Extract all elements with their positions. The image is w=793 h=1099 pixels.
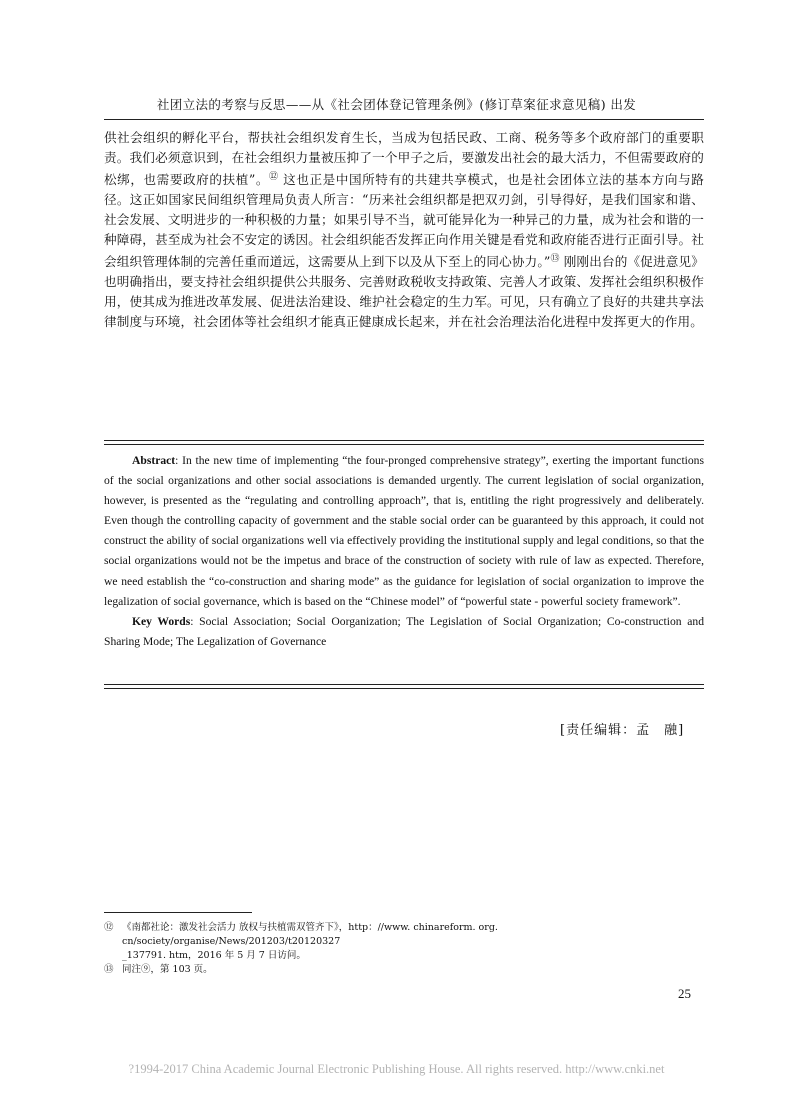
abstract-bottom-rule xyxy=(104,684,704,689)
body-paragraph xyxy=(104,128,704,331)
footnote-13-text: 同注⑨，第 103 页。 xyxy=(122,964,213,975)
footnote-13 xyxy=(104,963,704,977)
footnote-12-line2: _137791. htm，2016 年 5 月 7 日访问。 xyxy=(122,950,306,961)
page-number: 25 xyxy=(678,986,691,1001)
body-text-c: 刚刚出台的《促进意见》也明确指出，要支持社会组织提供公共服务、完善财政税收支持政策、完善人才政策、发挥社会组织积极作用，使其成为推进改革发展、促进法治建设、维护社会稳定的生力军。可见，只有确立了良好的共建共享法律制度与环境，社会团体等社会组织才能真正健康成长起来，并在社会治理法治化进程中发挥更大的作用。 xyxy=(104,253,704,329)
copyright-watermark: ?1994-2017 China Academic Journal Electronic Publishing House. All rights reserved. http://www.cnki.net xyxy=(128,1062,665,1076)
keywords-paragraph xyxy=(104,612,704,652)
abstract-paragraph xyxy=(104,451,704,612)
footnote-12-mark: ⑫ xyxy=(104,922,114,933)
body-text-b: 这也正是中国所特有的共建共享模式，也是社会团体立法的基本方向与路径。这正如国家民间组织管理局负责人所言：“历来社会组织都是把双刃剑，引导得好，是我们国家和谐、社会发展、文明进步的一种积极的力量；如果引导不当，就可能异化为一种异己的力量，成为社会和谐的一种障碍，甚至成为社会不安定的诱因。社会组织能否发挥正向作用关键是看党和政府能否进行正面引导。社会组织管理体制的完善任重而道远，这需要从上到下以及从下至上的同心协力。” xyxy=(104,172,705,269)
footnotes xyxy=(104,921,704,977)
abstract-text: : In the new time of implementing “the four-pronged comprehensive strategy”, exerting the important functions of the social organizations and other social associations is demanded urgently. The current legislation of social organization, however, is presented as the “regulating and controlling approach”, that is, entitling the right progressively and deliberately. Even though the controlling capacity of government and the stable social order can be guaranteed by this approach, it could not construct the ability of social organizations well via effectively providing the institutional supply and legal conditions, so that the social organizations would not be the impetus and brace of the construction of society with rule of law as expected. Therefore, we need establish the “co-construction and sharing mode” as the guidance for legislation of social organization to improve the legalization of social governance, which is based on the “Chinese model” of “powerful state - powerful society framework”. xyxy=(104,454,704,608)
responsible-editor: [责任编辑：孟 融] xyxy=(560,723,685,738)
footnote-rule xyxy=(104,912,252,913)
footnote-ref-12[interactable]: ⑫ xyxy=(269,171,279,182)
keywords-label: Key Words xyxy=(132,614,191,628)
footnote-13-mark: ⑬ xyxy=(104,964,114,975)
body-text-a: 供社会组织的孵化平台，帮扶社会组织发育生长，当成为包括民政、工商、税务等多个政府部门的重要职责。我们必须意识到，在社会组织力量被压抑了一个甲子之后，要激发出社会的最大活力，不但需要政府的松绑，也需要政府的扶植”。 xyxy=(104,130,704,187)
header-rule xyxy=(104,119,704,120)
abstract-label: Abstract xyxy=(132,454,176,467)
running-head: 社团立法的考察与反思——从《社会团体登记管理条例》(修订草案征求意见稿) 出发 xyxy=(156,97,637,112)
abstract-block xyxy=(104,451,704,652)
abstract-top-rule xyxy=(104,440,704,445)
footnote-12-line1[interactable]: 《南都社论：激发社会活力 放权与扶植需双管齐下》，http：//www. chinareform. org. cn/society/organise/News/201203/t20120327 xyxy=(122,922,498,947)
keywords-text: : Social Association; Social Oorganization; The Legislation of Social Organization; Co-construction and Sharing Mode; The Legalization of Governance xyxy=(104,614,704,648)
footnote-ref-13[interactable]: ⑬ xyxy=(550,253,560,264)
footnote-12 xyxy=(104,921,704,949)
